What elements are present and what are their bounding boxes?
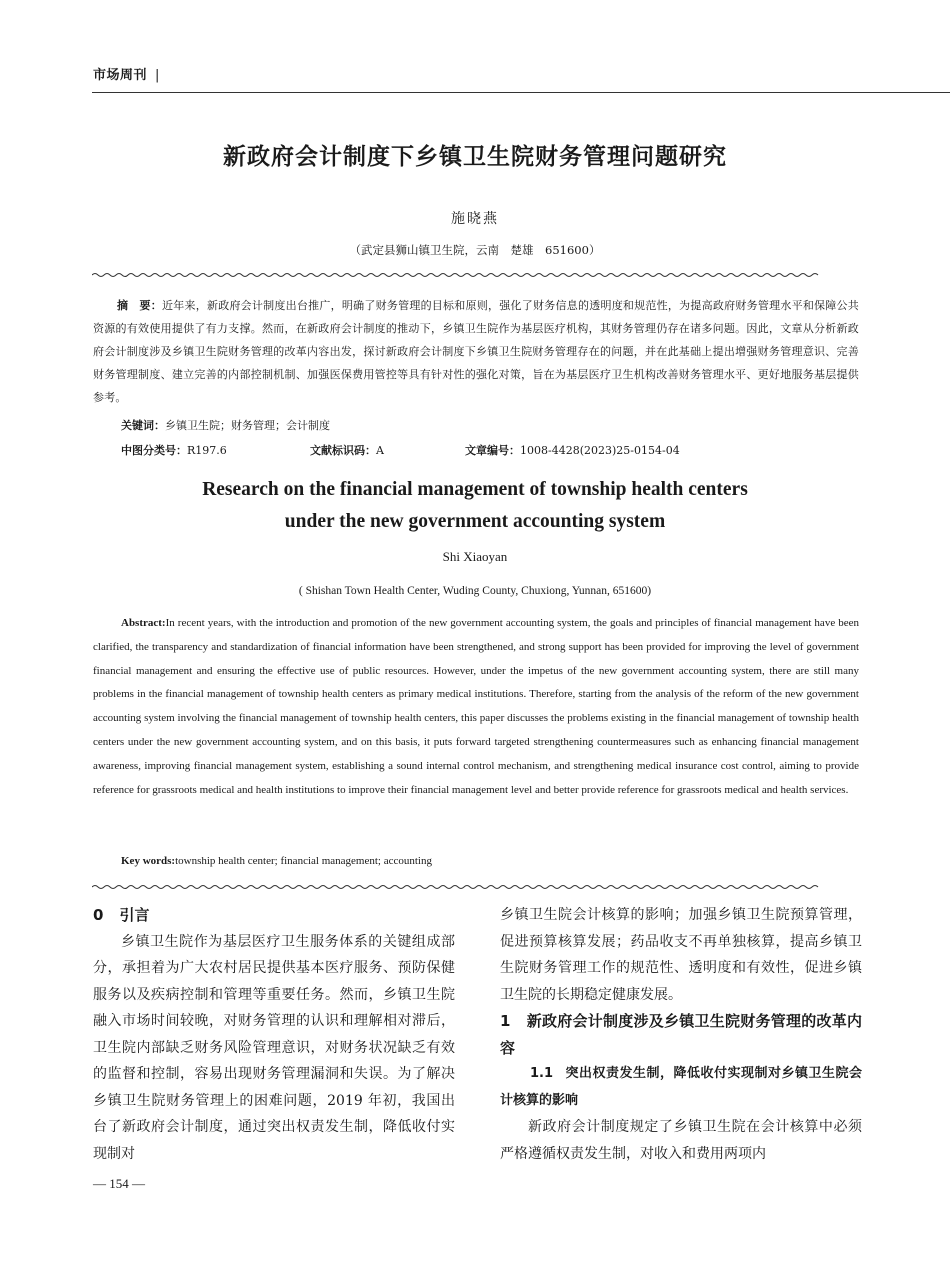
title-en-line2: under the new government accounting system (284, 511, 666, 532)
author-en: Shi Xiaoyan (442, 549, 508, 564)
author-cn: 施晓燕 (451, 211, 499, 227)
keywords-cn-text: 乡镇卫生院；财务管理；会计制度 (165, 419, 330, 432)
clc-number: 中图分类号：R197.6 (121, 444, 227, 457)
abstract-cn-text: 近年来，新政府会计制度出台推广，明确了财务管理的目标和原则，强化了财务信息的透明度和规范性，为提高政府财务管理水平和保障公共资源的有效使用提供了有力支撑。然而，在新政府会计制度的推动下，乡镇卫生院作为基层医疗机构，其财务管理仍存在诸多问题。因此，文章从分析新政府会计制度涉及乡镇卫生院财务管理的改革内容出发，探讨新政府会计制度下乡镇卫生院财务管理存在的问题，并在此基础上提出增强财务管理意识、完善财务管理制度、建立完善的内部控制机制、加强医保费用管控等具有针对性的强化对策，旨在为基层医疗卫生机构改善财务管理水平、更好地服务基层提供参考。 (93, 299, 859, 404)
section-0-heading: 0 引言 (93, 906, 150, 924)
affiliation-cn: （武定县狮山镇卫生院，云南 楚雄 651600） (349, 243, 601, 257)
body-column-left (93, 902, 455, 1167)
abstract-cn (93, 294, 859, 409)
keywords-cn (121, 417, 330, 433)
abstract-en (93, 612, 859, 802)
wave-divider-top (92, 271, 860, 279)
section-1-1-paragraph: 新政府会计制度规定了乡镇卫生院在会计核算中必须严格遵循权责发生制，对收入和费用两项内 (500, 1119, 862, 1162)
title-en (0, 474, 950, 538)
section-1-heading: 1 新政府会计制度涉及乡镇卫生院财务管理的改革内容 (500, 1012, 862, 1057)
keywords-en-label: Key words: (121, 855, 176, 867)
journal-header (93, 64, 160, 83)
keywords-cn-label: 关键词： (121, 419, 165, 432)
abstract-cn-label: 摘 要： (117, 299, 162, 312)
affiliation-en: ( Shishan Town Health Center, Wuding County, Chuxiong, Yunnan, 651600) (298, 585, 652, 597)
title-cn: 新政府会计制度下乡镇卫生院财务管理问题研究 (223, 144, 727, 170)
page-number: — 154 — (93, 1176, 145, 1191)
article-number: 文章编号：1008-4428(2023)25-0154-04 (465, 444, 680, 457)
document-code: 文献标识码：A (310, 444, 384, 457)
section-1-1-heading: 1.1 突出权责发生制，降低收付实现制对乡镇卫生院会计核算的影响 (500, 1066, 862, 1108)
header-separator: | (155, 68, 160, 83)
abstract-en-text: In recent years, with the introduction and promotion of the new government accounting system, the goals and principles of financial management have been clarified, the transparency and standardization of financial information have been strengthened, and strong support has been provided for improving the level of government financial management and ensuring the effective use of public resources. However, under the impetus of the new government accounting system, there are still many problems in the financial management of township health centers as primary medical institutions. Therefore, starting from the analysis of the reform of the new government accounting system involving the financial management of township health centers, this paper discusses the problems existing in the financial management of township health centers under the new government accounting system, and on this basis, it puts forward targeted strengthening countermeasures such as enhancing financial management awareness, improving financial management system, establishing a sound internal control mechanism, and strengthening medical insurance cost control, aiming to provide reference for grassroots medical and health institutions to improve their financial management level and better provide reference for grassroots medical and health services. (93, 617, 859, 796)
section-0-paragraph: 乡镇卫生院作为基层医疗卫生服务体系的关键组成部分，承担着为广大农村居民提供基本医疗服务、预防保健服务以及疾病控制和管理等重要任务。然而，乡镇卫生院融入市场时间较晚，对财务管理的认识和理解相对滞后，卫生院内部缺乏财务风险管理意识，对财务状况缺乏有效的监督和控制，容易出现财务管理漏洞和失误。为了解决乡镇卫生院财务管理上的困难问题，2019 年初，我国出台了新政府会计制度，通过突出权责发生制，降低收付实现制对 (93, 933, 455, 1162)
keywords-en-text: township health center; financial management; accounting (175, 855, 432, 867)
section-0-paragraph-continued: 乡镇卫生院会计核算的影响；加强乡镇卫生院预算管理，促进预算核算发展；药品收支不再单独核算，提高乡镇卫生院财务管理工作的规范性、透明度和有效性，促进乡镇卫生院的长期稳定健康发展。 (500, 907, 862, 1003)
header-rule (92, 92, 950, 93)
keywords-en (121, 855, 432, 867)
title-en-line1: Research on the financial management of township health centers (202, 479, 748, 500)
abstract-en-label: Abstract: (121, 617, 166, 629)
journal-name: 市场周刊 (93, 68, 148, 83)
wave-divider-bottom (92, 883, 860, 891)
body-column-right (500, 902, 862, 1167)
